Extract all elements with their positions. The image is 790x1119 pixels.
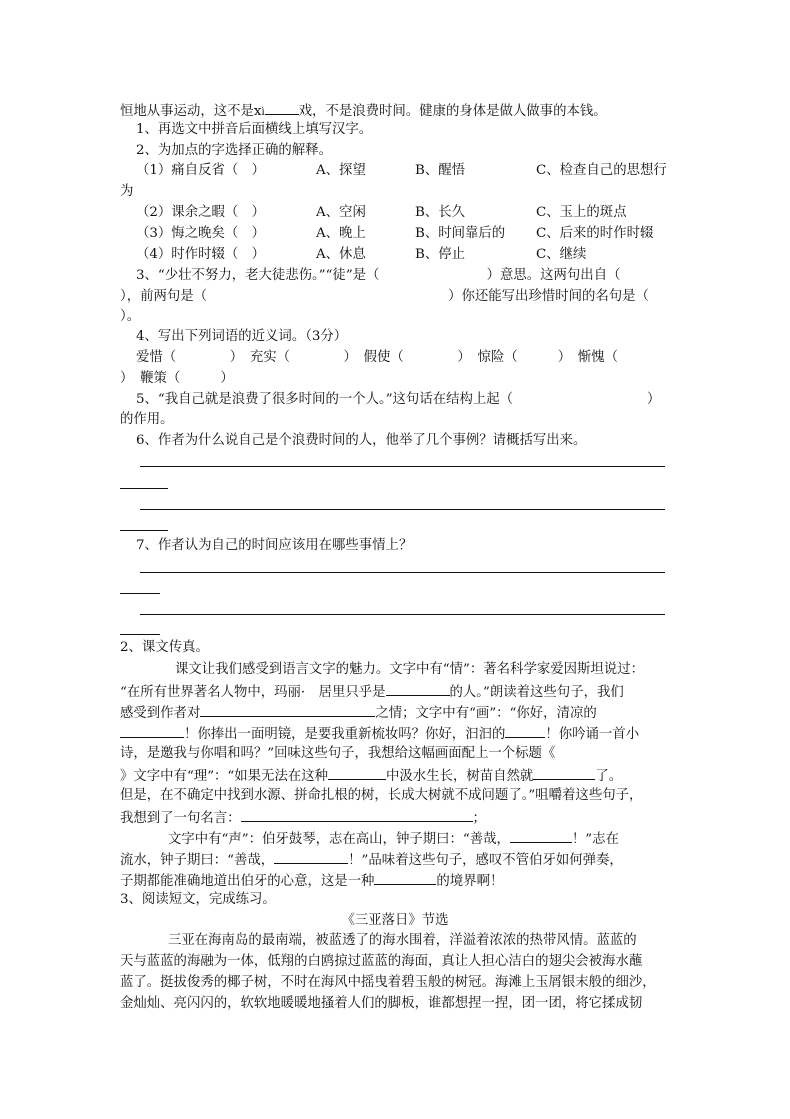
q2-row-3-b: B、时间靠后的 bbox=[415, 226, 506, 241]
answer-line[interactable] bbox=[140, 614, 665, 615]
section-2-line-11: 子期都能准确地道出伯牙的心意，这是一种 的境界啊！ bbox=[120, 871, 503, 890]
answer-line[interactable] bbox=[140, 509, 665, 510]
q2-row-2-a: A、空闲 bbox=[316, 205, 366, 220]
section-2-heading: 2、课文传真。 bbox=[120, 640, 209, 655]
question-5: 5、“我自己就是浪费了很多时间的一个人。”这句话在结构上起（ ） bbox=[136, 392, 661, 407]
q2-row-3-a: A、晚上 bbox=[316, 226, 366, 241]
q2-wrap: 为 bbox=[120, 184, 134, 199]
answer-line[interactable] bbox=[120, 488, 168, 489]
blank[interactable] bbox=[505, 724, 545, 738]
blank[interactable] bbox=[120, 724, 184, 738]
q2-row-4-b: B、停止 bbox=[415, 247, 466, 262]
q2-row-2-word: （2）课余之暇（ ） bbox=[136, 205, 266, 220]
blank[interactable] bbox=[274, 850, 348, 864]
answer-line[interactable] bbox=[120, 634, 160, 635]
q2-row-1-c: C、检查自己的思想行 bbox=[536, 163, 667, 178]
q2-row-4-a: A、休息 bbox=[316, 247, 366, 262]
q2-row-1-a: A、探望 bbox=[316, 163, 366, 178]
section-2-line-10: 流水，钟子期曰：“善哉， ！”品味着这些句子，感叹不管伯牙如何弹奏， bbox=[120, 850, 623, 869]
q2-row-3-word: （3）悔之晚矣（ ） bbox=[136, 226, 266, 241]
q2-row-2-b: B、长久 bbox=[415, 205, 466, 220]
blank[interactable] bbox=[241, 808, 473, 822]
q2-row-4-c: C、继续 bbox=[536, 247, 587, 262]
q2-row-2-c: C、玉上的斑点 bbox=[536, 205, 627, 220]
section-2-line-8: 我想到了一句名言： ； bbox=[120, 808, 486, 827]
answer-line[interactable] bbox=[140, 466, 665, 467]
question-3-line-2: ），前两句是（ ）你还能写出珍惜时间的名句是（ bbox=[120, 289, 649, 304]
section-2-line-2: “在所有世界著名人物中，玛丽· 居里只乎是 的人。”朗读着这些句子，我们 bbox=[120, 682, 624, 701]
blank[interactable] bbox=[374, 871, 436, 885]
blank[interactable] bbox=[386, 682, 450, 696]
q2-row-1-b: B、醒悟 bbox=[415, 163, 466, 178]
passage-title: 《三亚落日》节选 bbox=[341, 913, 449, 928]
question-5-line-2: 的作用。 bbox=[120, 412, 174, 427]
blank[interactable] bbox=[533, 766, 595, 780]
question-4-line-1: 爱惜（ ） 充实（ ） 假使（ ） 惊险（ ） 惭愧（ bbox=[136, 350, 619, 365]
answer-line[interactable] bbox=[120, 530, 168, 531]
blank[interactable] bbox=[328, 766, 386, 780]
blank-pinyin[interactable] bbox=[265, 101, 299, 115]
section-2-line-4: ！你捧出一面明镜，是要我重新梳妆吗？你好，汩汩的 ！你吟诵一首小 bbox=[120, 724, 639, 743]
q2-row-3-c: C、后来的时作时辍 bbox=[536, 226, 654, 241]
blank[interactable] bbox=[510, 829, 572, 843]
intro-line: 恒地从事运动，这不是xì 戏，不是浪费时间。健康的身体是做人做事的本钱。 bbox=[120, 101, 607, 121]
section-2-line-1: 课文让我们感受到语言文字的魅力。文字中有“情”：著名科学家爱因斯坦说过： bbox=[175, 662, 644, 677]
question-3-line-3: ）。 bbox=[120, 309, 141, 324]
answer-line[interactable] bbox=[140, 572, 665, 573]
q2-row-1-word: （1）痛自反省（ ） bbox=[136, 163, 266, 178]
blank[interactable] bbox=[200, 703, 375, 717]
question-6: 6、作者为什么说自己是个浪费时间的人，他举了几个事例？请概括写出来。 bbox=[136, 433, 587, 448]
question-4-line-2: ） 鞭策（ ） bbox=[120, 371, 234, 386]
passage-line-3: 蓝了。挺拔俊秀的椰子树，不时在海风中摇曳着碧玉般的树冠。海滩上玉屑银末般的细沙， bbox=[120, 975, 656, 990]
passage-line-2: 天与蓝蓝的海融为一体，低翔的白鸥掠过蓝蓝的海面，真让人担心洁白的翅尖会被海水蘸 bbox=[120, 954, 643, 969]
section-2-line-6: 》文字中有“理”：“如果无法在这种 中汲水生长，树苗自然就 了。 bbox=[120, 766, 622, 785]
question-2: 2、为加点的字选择正确的解释。 bbox=[136, 143, 332, 158]
section-3-heading: 3、阅读短文，完成练习。 bbox=[120, 892, 276, 907]
question-3: 3、“少壮不努力，老大徒悲伤。”“徒”是（ ）意思。这两句出自（ bbox=[136, 268, 621, 283]
section-2-line-3: 感受到作者对 之情；文字中有“画”：“你好，清凉的 bbox=[120, 703, 597, 722]
section-2-line-7: 但是，在不确定中找到水源、拼命扎根的树，长成大树就不成问题了。”咀嚼着这些句子， bbox=[120, 788, 643, 803]
question-1: 1、再选文中拼音后面横线上填写汉字。 bbox=[136, 122, 373, 137]
section-2-line-9: 文字中有“声”：伯牙鼓琴，志在高山，钟子期曰：“善哉， ！”志在 bbox=[168, 829, 619, 848]
q2-row-4-word: （4）时作时辍（ ） bbox=[136, 247, 266, 262]
passage-line-4: 金灿灿、亮闪闪的，软软地暖暖地搔着人们的脚板，谁都想捏一捏，团一团，将它揉成韧 bbox=[120, 996, 643, 1011]
answer-line[interactable] bbox=[120, 593, 160, 594]
question-7: 7、作者认为自己的时间应该用在哪些事情上？ bbox=[136, 538, 413, 553]
question-4: 4、写出下列词语的近义词。（3分） bbox=[136, 329, 348, 344]
section-2-line-5: 诗，是邀我与你唱和吗？”回味这些句子，我想给这幅画面配上一个标题《 bbox=[120, 746, 556, 761]
passage-line-1: 三亚在海南岛的最南端，被蓝透了的海水围着，洋溢着浓浓的热带风情。蓝蓝的 bbox=[168, 933, 637, 948]
